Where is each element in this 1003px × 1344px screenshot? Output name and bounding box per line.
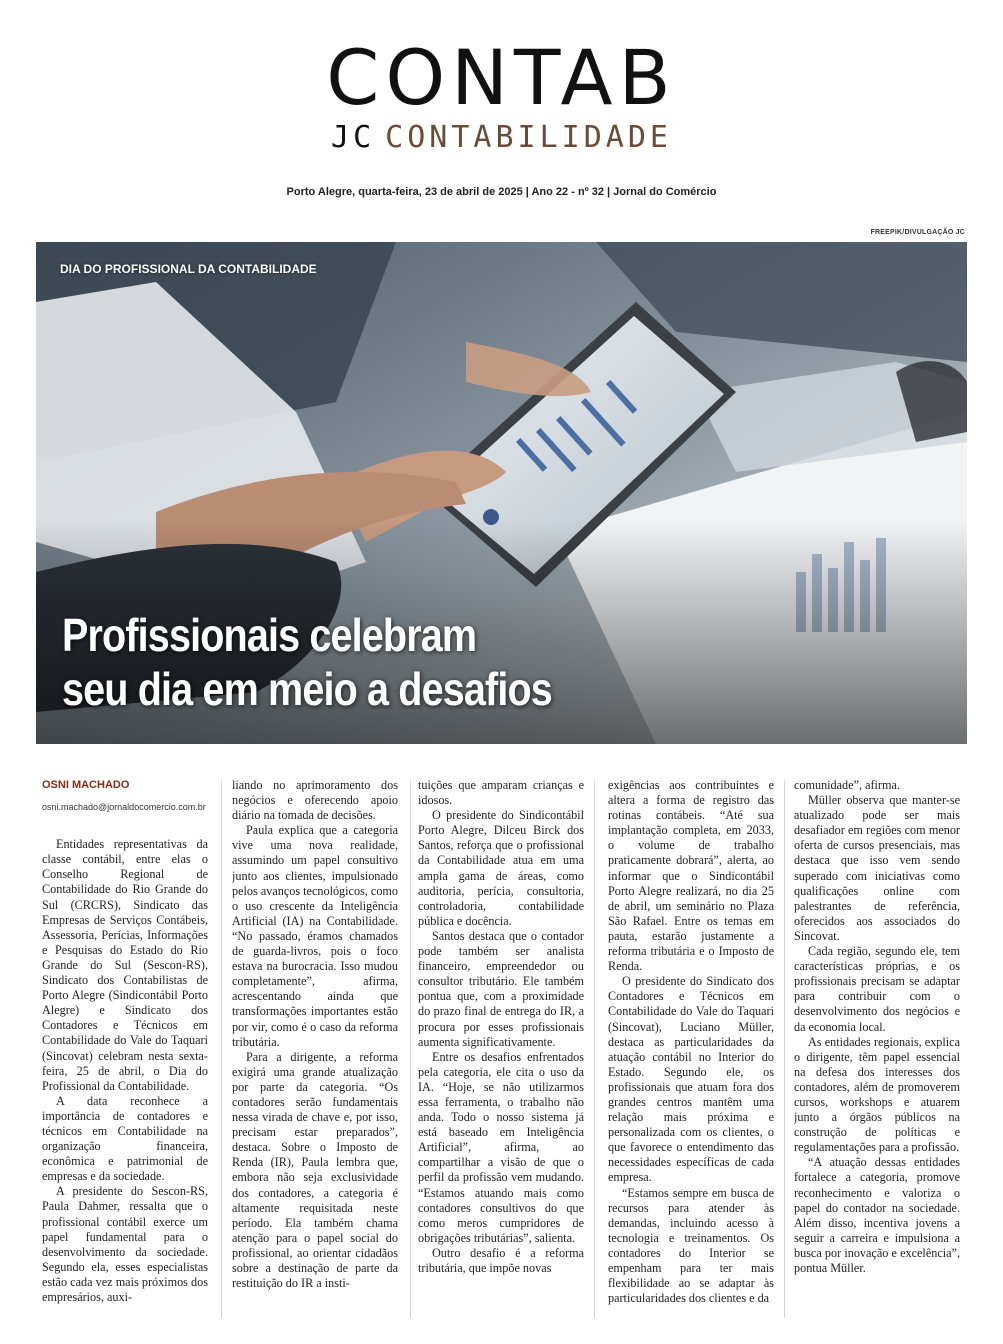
author-email: osni.machado@jornaldocomercio.com.br — [42, 802, 206, 813]
paragraph: liando no aprimoramento dos negócios e oferecendo apoio diário na tomada de decisões. — [232, 778, 398, 823]
dateline: Porto Alegre, quarta-feira, 23 de abril de 2025 | Ano 22 - nº 32 | Jornal do Comércio — [286, 186, 717, 198]
column-divider — [784, 780, 785, 1318]
paragraph: tuições que amparam crianças e idosos. — [418, 778, 584, 808]
paragraph: Cada região, segundo ele, tem características próprias, e os profissionais precisam se adaptar para contribuir com o desenvolvimento dos negócios e da economia local. — [794, 944, 960, 1034]
author-name: OSNI MACHADO — [42, 779, 130, 791]
paragraph: Para a dirigente, a reforma exigirá uma grande atualização por parte da categoria. “Os contadores serão fundamentais nessa virada de chave e, por isso, precisam estar preparados”, destaca. Sobre o Imposto de Renda (IR), Paula lembra que, embora não seja exclusividade dos contadores, a categoria é altamente requisitada neste período. Ela também chama atenção para o papel social do profissional, ao orientar cidadãos sobre a destinação de parte da restituição do IR a insti- — [232, 1049, 398, 1291]
column-divider — [221, 780, 222, 1318]
article-column-4 — [608, 778, 774, 1318]
paragraph: Müller observa que manter-se atualizado pode ser mais desafiador em regiões com menor oferta de cursos presenciais, mas destaca que isso vem sendo superado com iniciativas como qualificações online com palestrantes de referência, oferecidos aos associados do Sincovat. — [794, 793, 960, 943]
section-prefix: JC — [331, 120, 376, 155]
paragraph: “Estamos sempre em busca de recursos para atender às demandas, incluindo acesso à tecnologia e treinamentos. Os contadores do Interior se empenham para ter mais flexibilidade ao se adaptar às particularidades dos clientes e da — [608, 1185, 774, 1306]
section-name — [0, 120, 1003, 156]
article-body — [42, 778, 972, 1318]
column-divider — [594, 780, 595, 1318]
photo-credit: FREEPIK/DIVULGAÇÃO JC — [870, 229, 965, 236]
paragraph: exigências aos contribuintes e altera a forma de registro das rotinas contábeis. “Até sua implantação completa, em 2033, o volume de trabalho praticamente dobrará”, alerta, ao informar que o Sindicontábil Porto Alegre realizará, no dia 25 de abril, um seminário no Plaza São Rafael. Entre os temas em pauta, estarão justamente a reforma tributária e o Imposto de Renda. — [608, 778, 774, 974]
hero-photo — [36, 242, 967, 744]
paragraph: Paula explica que a categoria vive uma nova realidade, assumindo um papel consultivo junto aos clientes, impulsionado pelos avanços tecnológicos, como o uso crescente da Inteligência Artificial (IA) na Contabilidade. “No passado, éramos chamados de guarda-livros, pois o foco estava na burocracia. Isso mudou completamente”, afirma, acrescentando ainda que transformações importantes estão por vir, como é o caso da reforma tributária. — [232, 823, 398, 1049]
paragraph: A presidente do Sescon-RS, Paula Dahmer, ressalta que o profissional contábil exerce um papel fundamental para o desenvolvimento da sociedade. Segundo ela, esses especialistas estão cada vez mais próximos dos empresários, auxi- — [42, 1184, 208, 1304]
paragraph: As entidades regionais, explica o dirigente, têm papel essencial na defesa dos interesses dos contadores, além de promoverem cursos, workshops e atuarem junto a órgãos públicos na construção de políticas e regulamentações para a profissão. — [794, 1034, 960, 1155]
article-column-2 — [232, 778, 398, 1318]
paragraph: Outro desafio é a reforma tributária, que impõe novas — [418, 1245, 584, 1275]
section-kicker: DIA DO PROFISSIONAL DA CONTABILIDADE — [60, 262, 317, 276]
headline — [62, 608, 716, 716]
headline-line-2: seu dia em meio a desafios — [62, 663, 552, 715]
paragraph: Entidades representativas da classe contábil, entre elas o Conselho Regional de Contabilidade do Rio Grande do Sul (CRCRS), Sindicato das Empresas de Serviços Contábeis, Assessoria, Perícias, Informações e Pesquisas do Estado do Rio Grande do Sul (Sescon-RS), Sindicato dos Contabilistas de Porto Alegre (Sindicontábil Porto Alegre) e Sindicato dos Contadores e Técnicos em Contabilidade do Vale do Taquari (Sincovat) celebram nesta sexta-feira, 25 de abril, o Dia do Profissional da Contabilidade. — [42, 837, 208, 1093]
publication-logo: CONTAB — [326, 33, 677, 122]
paragraph: O presidente do Sindicato dos Contadores e Técnicos em Contabilidade do Vale do Taquari (Sincovat), Luciano Müller, destaca as particularidades da atuação contábil no Interior do Estado. Segundo ele, os profissionais que atuam fora dos grandes centros mantêm uma relação mais próxima e personalizada com os clientes, o que favorece o entendimento das necessidades específicas de cada empresa. — [608, 974, 774, 1185]
paragraph: O presidente do Sindicontábil Porto Alegre, Dilceu Birck dos Santos, reforça que o profissional da Contabilidade atua em uma ampla gama de áreas, como auditoria, perícia, consultoria, controladoria, contabilidade pública e docência. — [418, 808, 584, 928]
headline-line-1: Profissionais celebram — [62, 609, 477, 661]
article-column-5 — [794, 778, 960, 1318]
paragraph: Entre os desafios enfrentados pela categoria, ele cita o uso da IA. “Hoje, se não utilizarmos essa ferramenta, o trabalho não anda. Todo o nosso sistema já está baseado em Inteligência Artificial”, afirma, ao compartilhar a visão de que o perfil da profissão vem mudando. “Estamos atuando mais como contadores consultivos do que como meros cumpridores de obrigações tributárias”, salienta. — [418, 1049, 584, 1245]
masthead — [0, 33, 1003, 156]
article-column-3 — [418, 778, 584, 1318]
paragraph: Santos destaca que o contador pode também ser analista financeiro, empreendedor ou consultor tributário. Ele também pontua que, com a proximidade do prazo final de entrega do IR, a procura por esses profissionais aumenta significativamente. — [418, 928, 584, 1049]
paragraph: A data reconhece a importância de contadores e técnicos em Contabilidade na organização financeira, econômica e patrimonial de empresas e da sociedade. — [42, 1093, 208, 1184]
column-divider — [410, 780, 411, 1318]
paragraph: comunidade”, afirma. — [794, 778, 900, 792]
article-column-1 — [42, 778, 208, 1318]
section-title: CONTABILIDADE — [385, 120, 672, 155]
paragraph: “A atuação dessas entidades fortalece a categoria, promove reconhecimento e valoriza o papel do contador na sociedade. Além disso, incentiva jovens a seguir a carreira e impulsiona a busca por inovação e excelência”, pontua Müller. — [794, 1155, 960, 1275]
